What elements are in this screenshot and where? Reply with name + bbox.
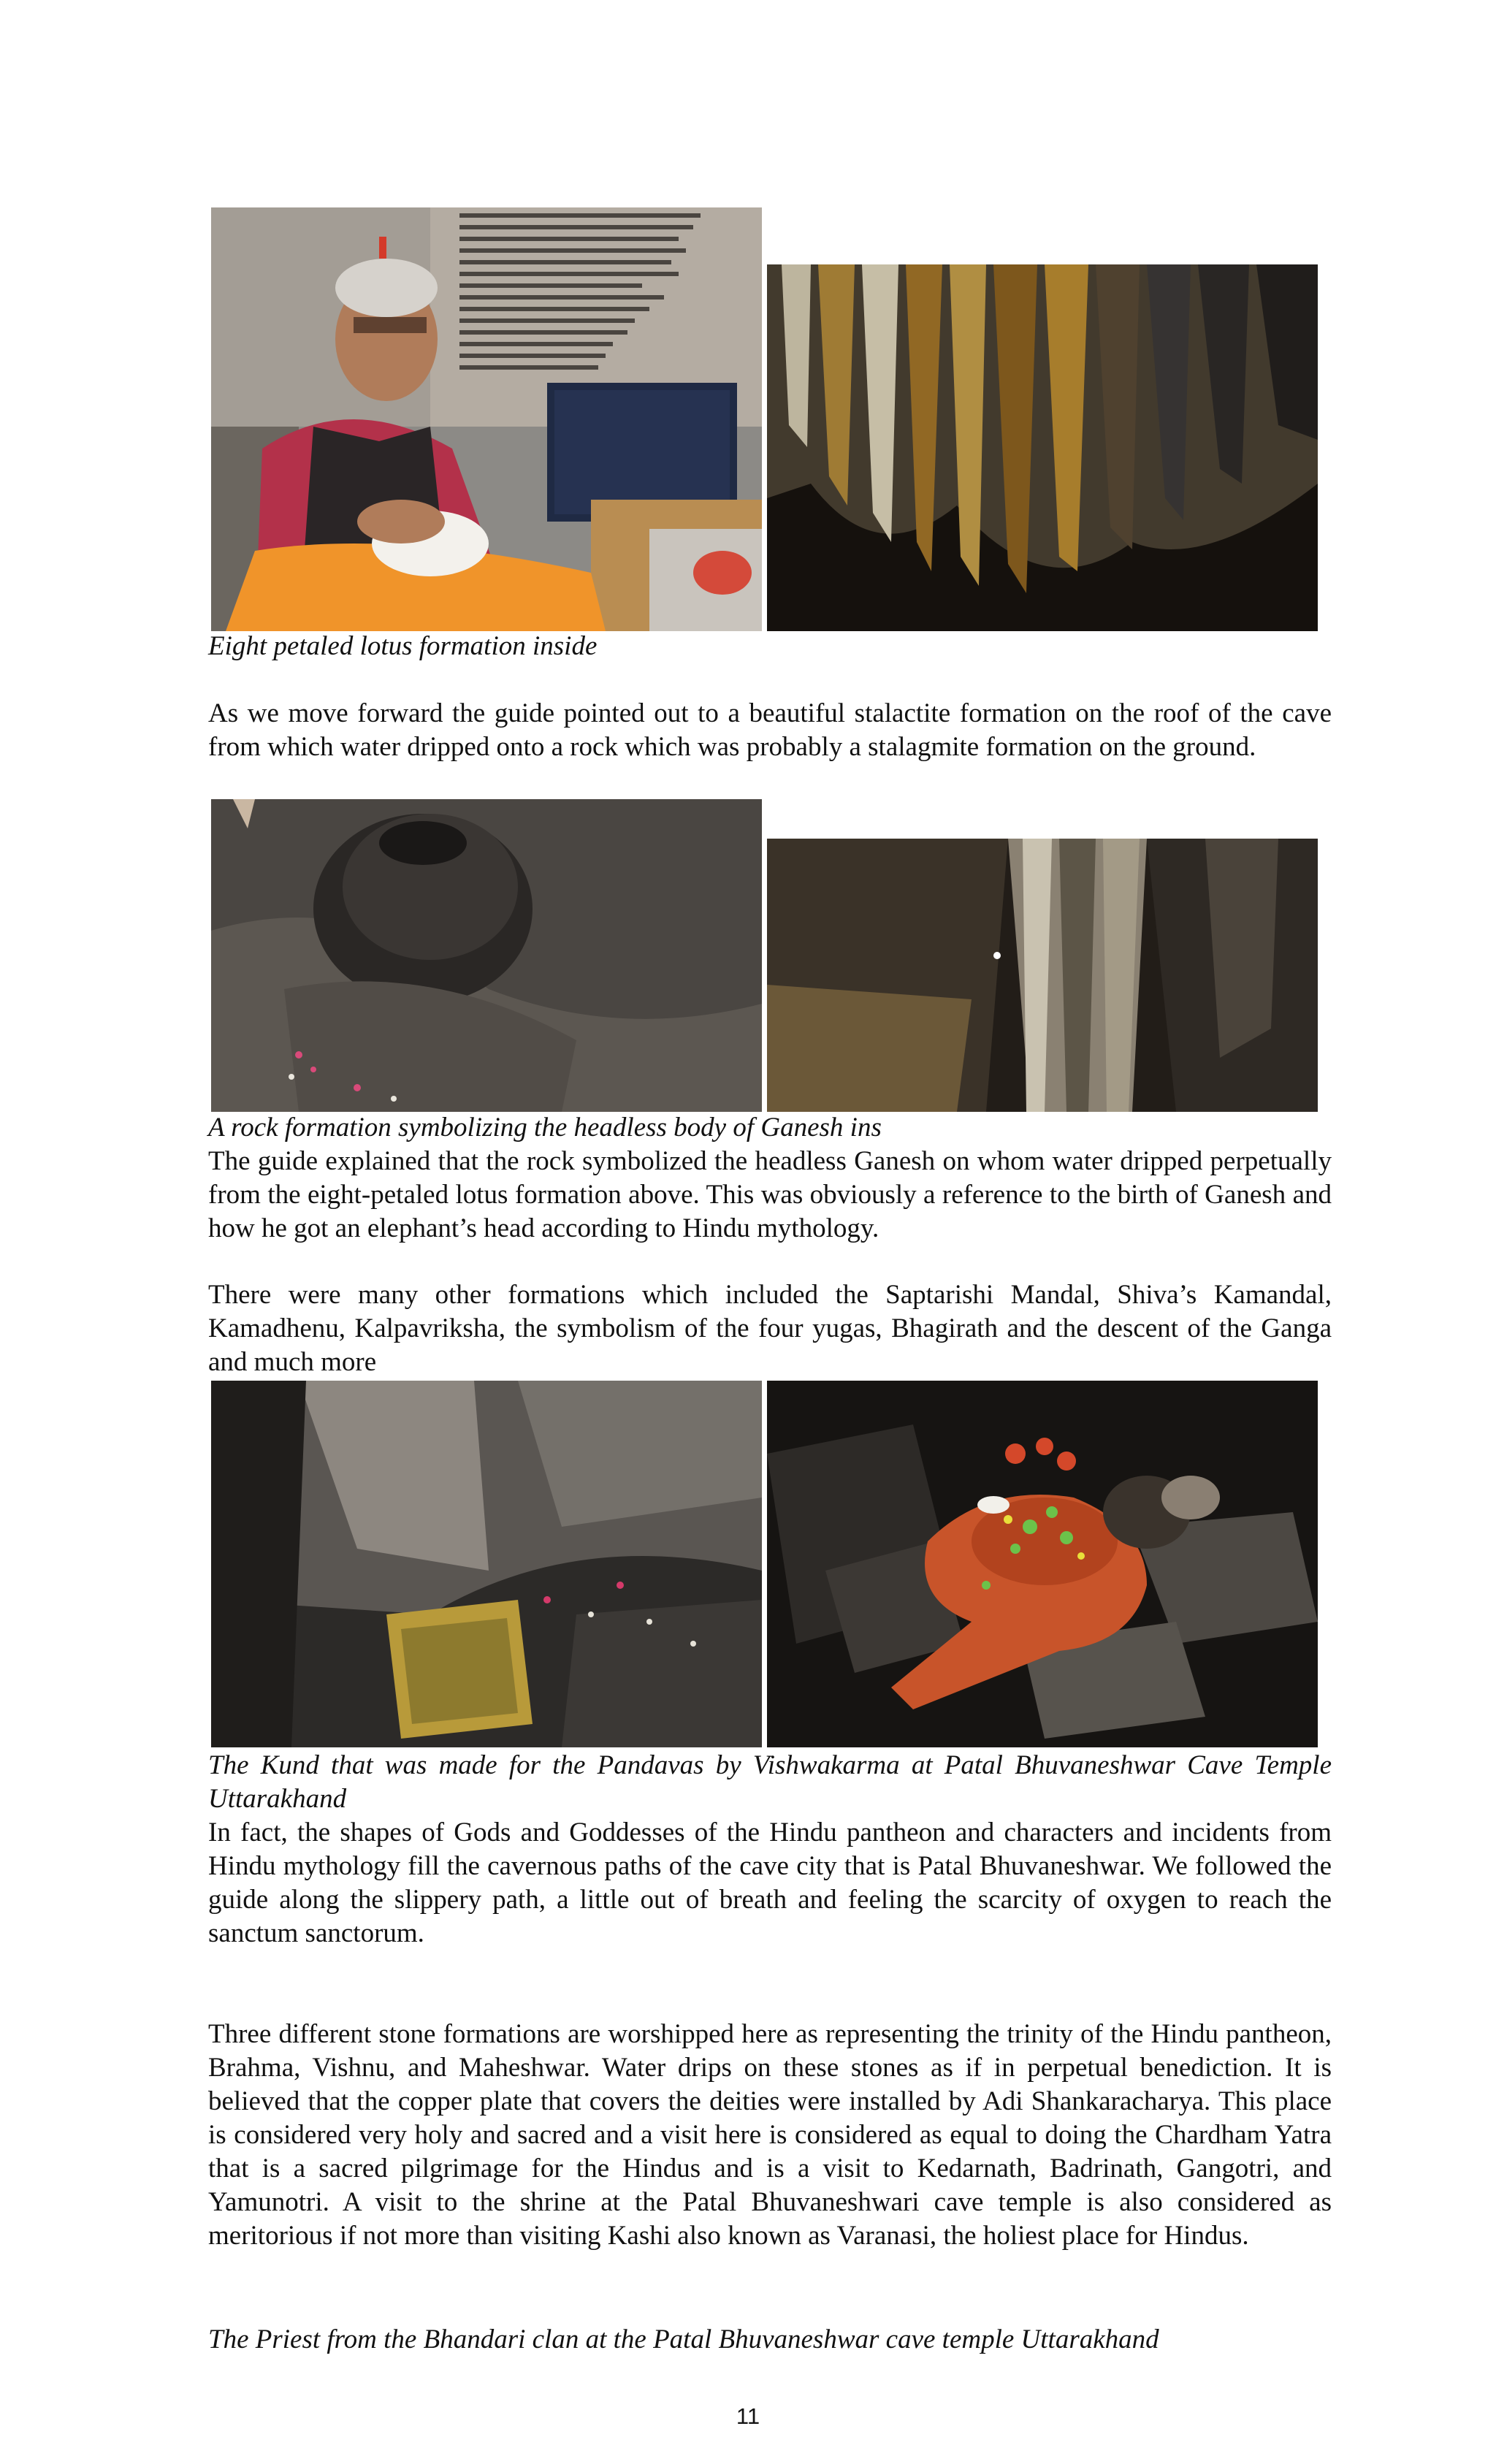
paragraph-trinity: Three different stone formations are worshipped here as representing the trinity of the Hindu pantheon, Brahma, Vishnu, and Maheshwar. Water drips on these stones as if in perpetual benediction. It is believed that the copper plate that covers the deities were installed by Adi Shankaracharya. This place is considered very holy and sacred and a visit here is considered as equal to doing the Chardham Yatra that is a sacred pilgrimage for the Hindus and is a visit to Kedarnath, Badrinath, Gangotri, and Yamunotri. A visit to the shrine at the Patal Bhuvaneshwari cave temple is also considered as meritorious if not more than visiting Kashi also known as Varanasi, the holiest place for Hindus.	[208, 2019, 1332, 2251]
caption-priest: The Priest from the Bhandari clan at the Patal Bhuvaneshwar cave temple Uttarakhand	[208, 2324, 1159, 2354]
stalactite-photo	[767, 264, 1318, 631]
caption-kund: The Kund that was made for the Pandavas by Vishwakarma at Patal Bhuvaneshwar Cave Temple Uttarakhand	[208, 1750, 1332, 1814]
cave-formation-photo	[767, 839, 1318, 1112]
ganesh-rock-photo	[211, 799, 762, 1112]
paragraph-stalactite: As we move forward the guide pointed out to a beautiful stalactite formation on the roof of the cave from which water dripped onto a rock which was probably a stalagmite formation on the ground.	[208, 698, 1332, 762]
caption-ganesh: A rock formation symbolizing the headless body of Ganesh ins	[208, 1113, 882, 1143]
paragraph-sanctum: In fact, the shapes of Gods and Goddesses of the Hindu pantheon and characters and incidents from Hindu mythology fill the cavernous paths of the cave city that is Patal Bhuvaneshwar. We followed the guide along the slippery path, a little out of breath and feeling the scarcity of oxygen to reach the sanctum sanctorum.	[208, 1818, 1332, 1948]
caption-lotus: Eight petaled lotus formation inside	[208, 631, 598, 661]
shivling-photo	[767, 1381, 1318, 1747]
paragraph-formations: There were many other formations which included the Saptarishi Mandal, Shiva’s Kamandal, Kamadhenu, Kalpavriksha, the symbolism of the four yugas, Bhagirath and the descent of the Ganga and much more	[208, 1280, 1332, 1377]
page-number: 11	[736, 2403, 760, 2429]
kund-photo	[211, 1381, 762, 1747]
priest-photo	[211, 207, 762, 631]
paragraph-ganesh: The guide explained that the rock symbolized the headless Ganesh on whom water dripped perpetually from the eight-petaled lotus formation above. This was obviously a reference to the birth of Ganesh and how he got an elephant’s head according to Hindu mythology.	[208, 1146, 1332, 1243]
